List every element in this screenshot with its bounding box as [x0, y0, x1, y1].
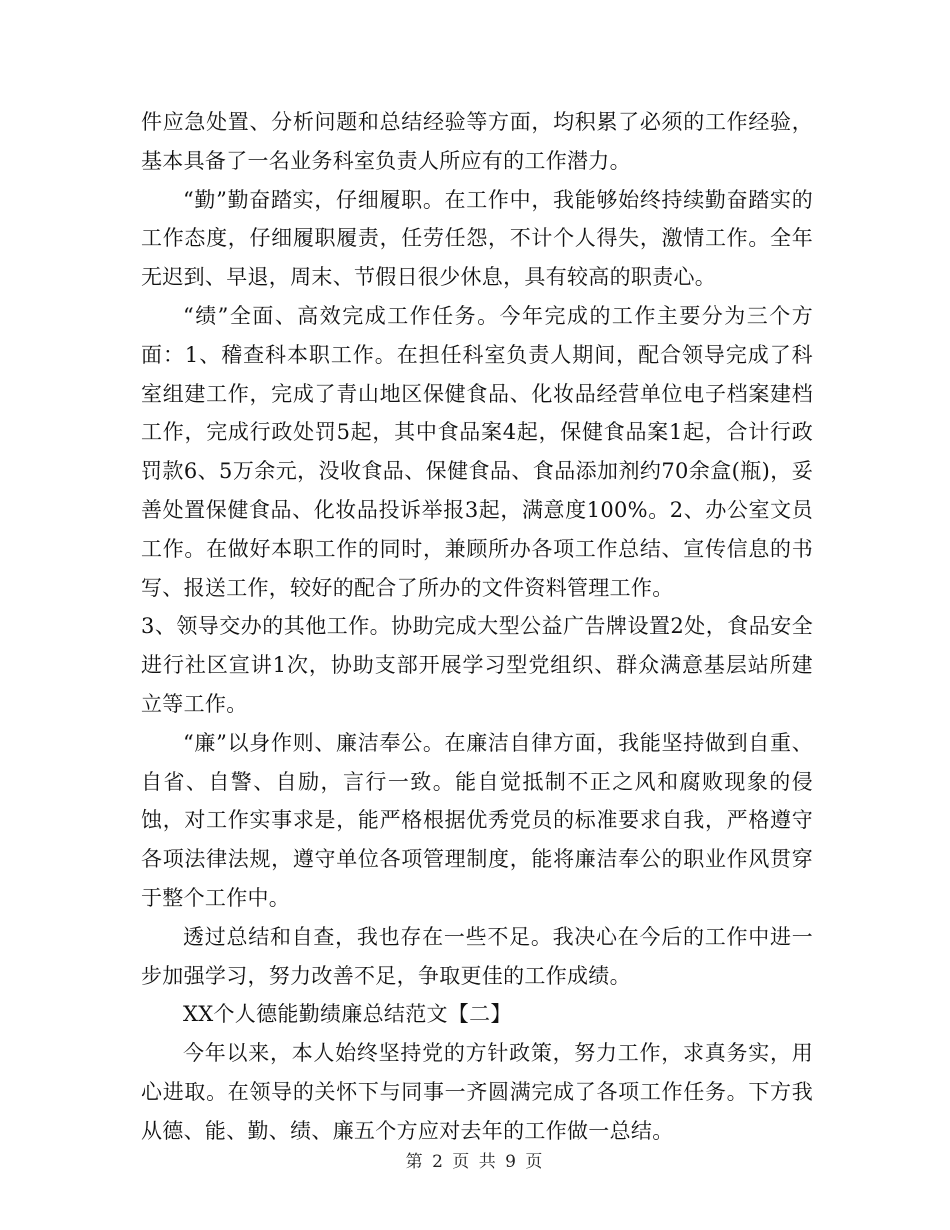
paragraph-continuation: 件应急处置、分析问题和总结经验等方面，均积累了必须的工作经验，基本具备了一名业务科室负责人所应有的工作潜力。 — [141, 110, 813, 173]
paragraph-diligence: “勤”勤奋踏实，仔细履职。在工作中，我能够始终持续勤奋踏实的工作态度，仔细履职履责，任劳任怨，不计个人得失，激情工作。全年无迟到、早退，周末、节假日很少休息，具有较高的职责心。 — [141, 187, 813, 290]
paragraph-shortcomings: 透过总结和自查，我也存在一些不足。我决心在今后的工作中进一步加强学习，努力改善不足，争取更佳的工作成绩。 — [141, 924, 813, 988]
paragraph-achievement: “绩”全面、高效完成工作任务。今年完成的工作主要分为三个方面：1、稽查科本职工作。在担任科室负责人期间，配合领导完成了科室组建工作，完成了青山地区保健食品、化妆品经营单位电子档案建档工作，完成行政处罚5起，其中食品案4起，保健食品案1起，合计行政罚款6、5万余元，没收食品、保健食品、食品添加剂约70余盒(瓶)，妥善处置保健食品、化妆品投诉举报3起，满意度100%。2、办公室文员工作。在做好本职工作的同时，兼顾所办各项工作总结、宣传信息的书写、报送工作，较好的配合了所办的文件资料管理工作。 — [141, 303, 813, 600]
paragraph-other-tasks: 3、领导交办的其他工作。协助完成大型公益广告牌设置2处，食品安全进行社区宣讲1次，协助支部开展学习型党组织、群众满意基层站所建立等工作。 — [141, 614, 813, 716]
section-heading: XX个人德能勤绩廉总结范文【二】 — [183, 1002, 512, 1027]
document-body — [141, 103, 813, 1151]
paragraph-integrity: “廉”以身作则、廉洁奉公。在廉洁自律方面，我能坚持做到自重、自省、自警、自励，言行一致。能自觉抵制不正之风和腐败现象的侵蚀，对工作实事求是，能严格根据优秀党员的标准要求自我，严格遵守各项法律法规，遵守单位各项管理制度，能将廉洁奉公的职业作风贯穿于整个工作中。 — [141, 730, 813, 910]
page-number: 第 2 页 共 9 页 — [405, 1152, 545, 1172]
paragraph-intro-two: 今年以来，本人始终坚持党的方针政策，努力工作，求真务实，用心进取。在领导的关怀下与同事一齐圆满完成了各项工作任务。下方我从德、能、勤、绩、廉五个方应对去年的工作做一总结。 — [141, 1041, 813, 1143]
